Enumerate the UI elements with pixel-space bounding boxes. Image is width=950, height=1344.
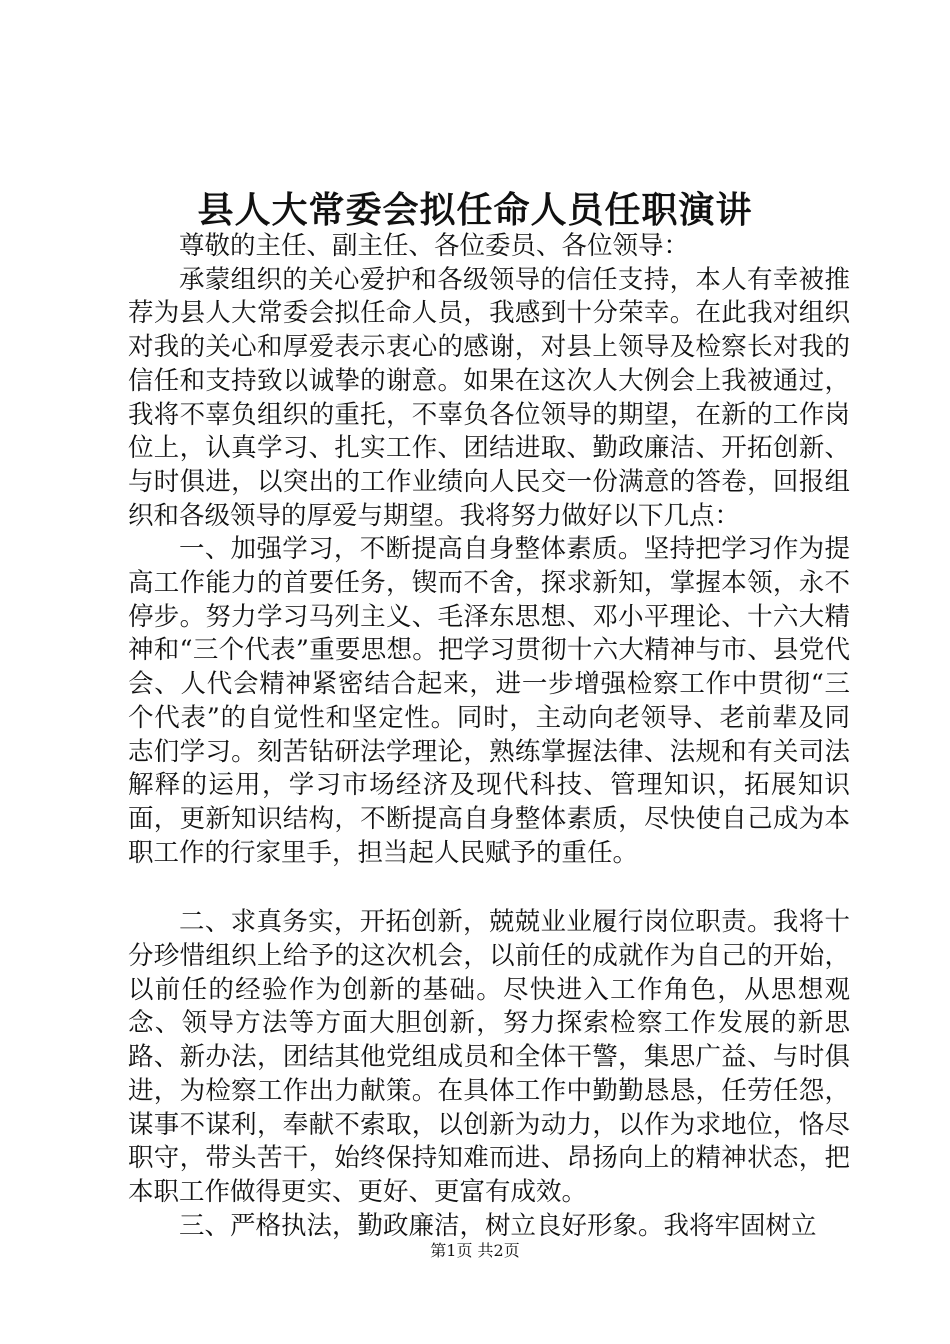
page-number-footer: 第1页 共2页 [430,1241,520,1260]
point-two-paragraph: 二、求真务实，开拓创新，兢兢业业履行岗位职责。我将十分珍惜组织上给予的这次机会，以前任的成就作为自己的开始，以前任的经验作为创新的基础。尽快进入工作角色，从思想观念、领导方法等方面大胆创新，努力探索检察工作发展的新思路、新办法，团结其他党组成员和全体干警，集思广益、与时俱进，为检察工作出力献策。在具体工作中勤勤恳恳，任劳任怨，谋事不谋利，奉献不索取，以创新为动力，以作为求地位，恪尽职守，带头苦干，始终保持知难而进、昂扬向上的精神状态，把本职工作做得更实、更好、更富有成效。 [128,907,850,1207]
document-body [128,230,850,1243]
document-title: 县人大常委会拟任命人员任职演讲 [197,189,753,231]
salutation-paragraph: 尊敬的主任、副主任、各位委员、各位领导： [179,231,690,261]
point-one-paragraph: 一、加强学习，不断提高自身整体素质。坚持把学习作为提高工作能力的首要任务，锲而不舍，探求新知，掌握本领，永不停步。努力学习马列主义、毛泽东思想、邓小平理论、十六大精神和“三个代表”重要思想。把学习贯彻十六大精神与市、县党代会、人代会精神紧密结合起来，进一步增强检察工作中贯彻“三个代表”的自觉性和坚定性。同时，主动向老领导、老前辈及同志们学习。刻苦钻研法学理论，熟练掌握法律、法规和有关司法解释的运用，学习市场经济及现代科技、管理知识，拓展知识面，更新知识结构，不断提高自身整体素质，尽快使自己成为本职工作的行家里手，担当起人民赋予的重任。 [128,534,850,868]
point-three-paragraph: 三、严格执法，勤政廉洁，树立良好形象。我将牢固树立 [179,1210,817,1241]
intro-paragraph: 承蒙组织的关心爱护和各级领导的信任支持，本人有幸被推荐为县人大常委会拟任命人员，我感到十分荣幸。在此我对组织对我的关心和厚爱表示衷心的感谢，对县上领导及检察长对我的信任和支持致以诚挚的谢意。如果在这次人大例会上我被通过，我将不辜负组织的重托，不辜负各位领导的期望，在新的工作岗位上，认真学习、扎实工作、团结进取、勤政廉洁、开拓创新、与时俱进，以突出的工作业绩向人民交一份满意的答卷，回报组织和各级领导的厚爱与期望。我将努力做好以下几点： [128,264,850,531]
